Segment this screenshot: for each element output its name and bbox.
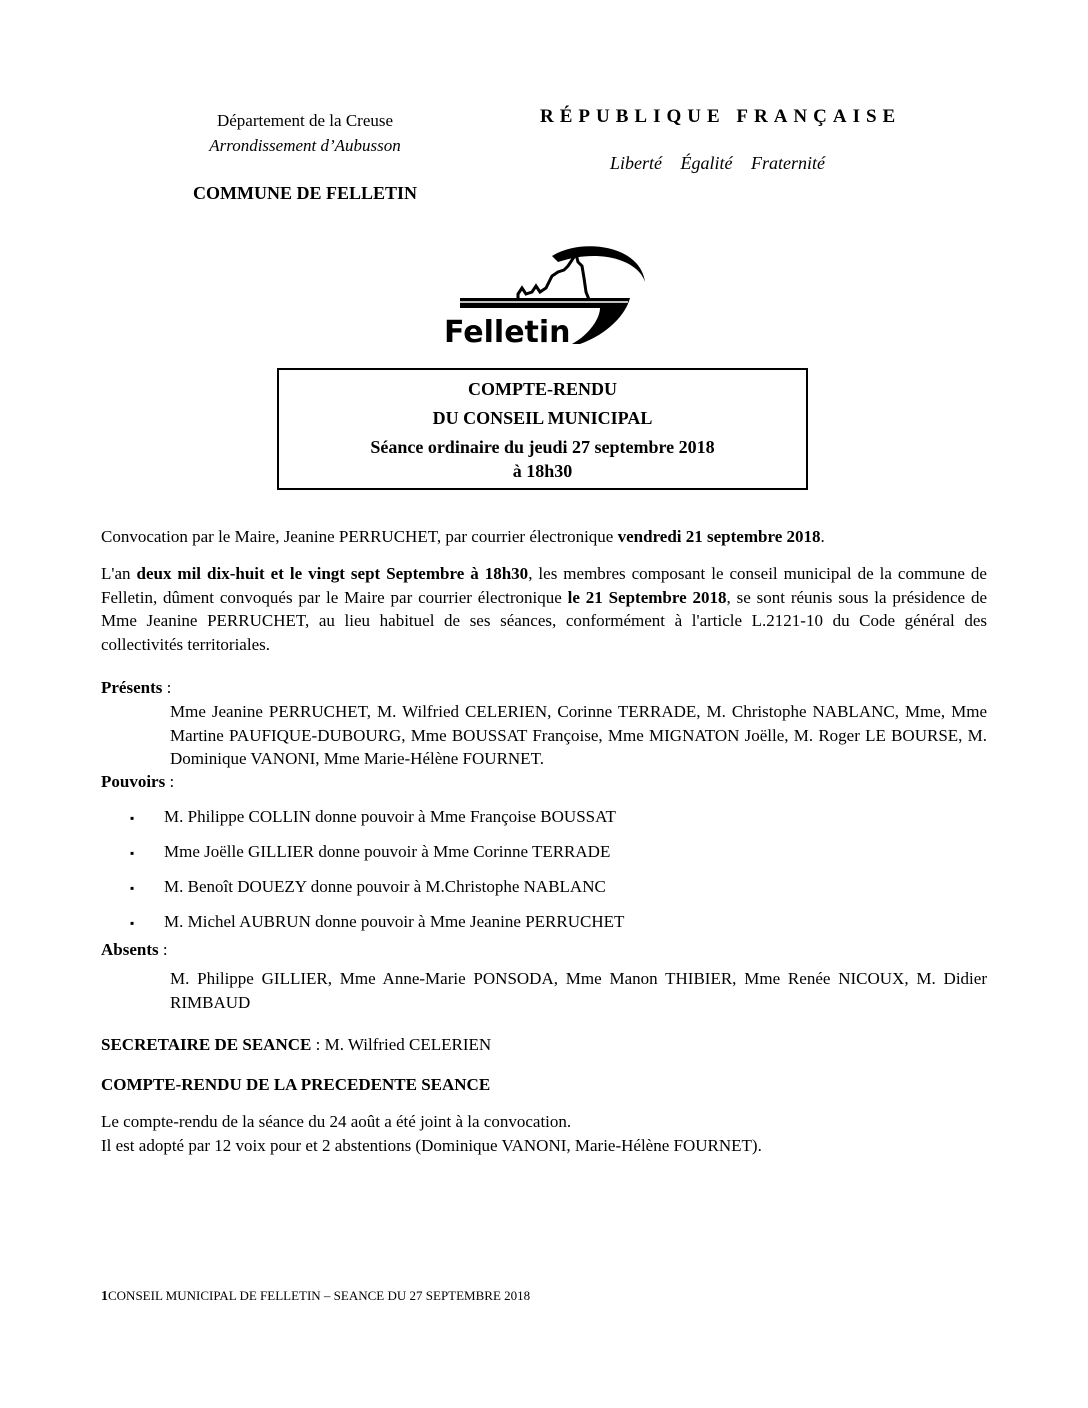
precedente-line-2: Il est adopté par 12 voix pour et 2 abstentions (Dominique VANONI, Marie-Hélène FOURNET).	[101, 1135, 762, 1155]
convocation-end: .	[820, 527, 825, 546]
page-number: 1	[101, 1289, 108, 1304]
presents-label: Présents	[101, 678, 163, 697]
motto-egalite: Égalité	[680, 153, 733, 173]
pouvoir-text: M. Philippe COLLIN donne pouvoir à Mme Françoise BOUSSAT	[164, 807, 616, 826]
bullet-icon: ▪	[130, 916, 135, 930]
absents-colon: :	[158, 940, 168, 959]
title-line-3: Séance ordinaire du jeudi 27 septembre 2018	[370, 437, 715, 457]
bullet-icon: ▪	[130, 846, 135, 860]
felletin-logo	[440, 242, 650, 352]
republic-motto	[610, 153, 890, 174]
pouvoir-text: M. Benoît DOUEZY donne pouvoir à M.Christophe NABLANC	[164, 877, 606, 896]
arrondissement-name: Arrondissement d’Aubusson	[209, 136, 401, 155]
title-line-4: à 18h30	[512, 461, 573, 481]
footer-text: CONSEIL MUNICIPAL DE FELLETIN – SEANCE DU 27 SEPTEMBRE 2018	[108, 1288, 531, 1303]
motto-fraternite: Fraternité	[751, 153, 825, 173]
commune-name: COMMUNE DE FELLETIN	[192, 183, 417, 203]
bullet-icon: ▪	[130, 881, 135, 895]
department-block	[130, 108, 480, 158]
absents-list: M. Philippe GILLIER, Mme Anne-Marie PONSODA, Mme Manon THIBIER, Mme Renée NICOUX, M. Didier RIMBAUD	[170, 969, 987, 1012]
precedente-line-1: Le compte-rendu de la séance du 24 août a été joint à la convocation.	[101, 1112, 572, 1131]
pouvoir-text: Mme Joëlle GILLIER donne pouvoir à Mme Corinne TERRADE	[164, 842, 611, 861]
convocation-date: vendredi 21 septembre 2018	[617, 527, 821, 546]
convocation-line	[101, 525, 987, 549]
motto-liberte: Liberté	[610, 153, 662, 173]
secretaire-label: SECRETAIRE DE SEANCE	[101, 1035, 312, 1054]
title-line-2: DU CONSEIL MUNICIPAL	[432, 408, 653, 428]
intro-date-bold: deux mil dix-huit et le vingt sept Septembre à 18h30	[136, 564, 529, 583]
absents-label: Absents	[101, 940, 159, 959]
precedente-text	[101, 1110, 987, 1157]
pouvoirs-label: Pouvoirs	[101, 772, 166, 791]
republic-title: RÉPUBLIQUE FRANÇAISE	[540, 106, 902, 127]
page-footer	[101, 1288, 530, 1305]
intro-text-1: L'an	[101, 564, 137, 583]
pouvoirs-heading	[101, 772, 174, 792]
bullet-icon: ▪	[130, 811, 135, 825]
absents-heading	[101, 940, 168, 960]
intro-text-2: , les membres composant le conseil municipal de la commune de Felletin, dûment convoqués par le Maire par courrier électronique	[101, 564, 987, 607]
intro-text-3: , se sont réunis sous la présidence de Mme Jeanine PERRUCHET, au lieu habituel de ses séances, conformément à l'article L.2121-10 du Code général des collectivités territoriales.	[101, 587, 987, 654]
intro-convocation-date: le 21 Septembre 2018	[567, 587, 727, 607]
secretaire-line	[101, 1035, 491, 1055]
pouvoirs-colon: :	[165, 772, 175, 791]
precedente-heading: COMPTE-RENDU DE LA PRECEDENTE SEANCE	[101, 1075, 491, 1094]
presents-colon: :	[162, 678, 172, 697]
title-box	[277, 368, 808, 490]
department-name: Département de la Creuse	[216, 111, 394, 130]
presents-list: Mme Jeanine PERRUCHET, M. Wilfried CELERIEN, Corinne TERRADE, M. Christophe NABLANC, Mme, Mme Martine PAUFIQUE-DUBOURG, Mme BOUSSAT Françoise, Mme MIGNATON Joëlle, M. Roger LE BOURSE, M. Dominique VANONI, Mme Marie-Hélène FOURNET.	[170, 702, 987, 768]
logo-text: Felletin	[444, 315, 571, 350]
presents-heading	[101, 678, 171, 698]
secretaire-name: : M. Wilfried CELERIEN	[311, 1035, 492, 1054]
title-line-1: COMPTE-RENDU	[468, 379, 617, 399]
intro-paragraph	[101, 562, 987, 656]
convocation-text: Convocation par le Maire, Jeanine PERRUCHET, par courrier électronique	[101, 527, 618, 546]
pouvoir-text: M. Michel AUBRUN donne pouvoir à Mme Jeanine PERRUCHET	[164, 912, 625, 931]
